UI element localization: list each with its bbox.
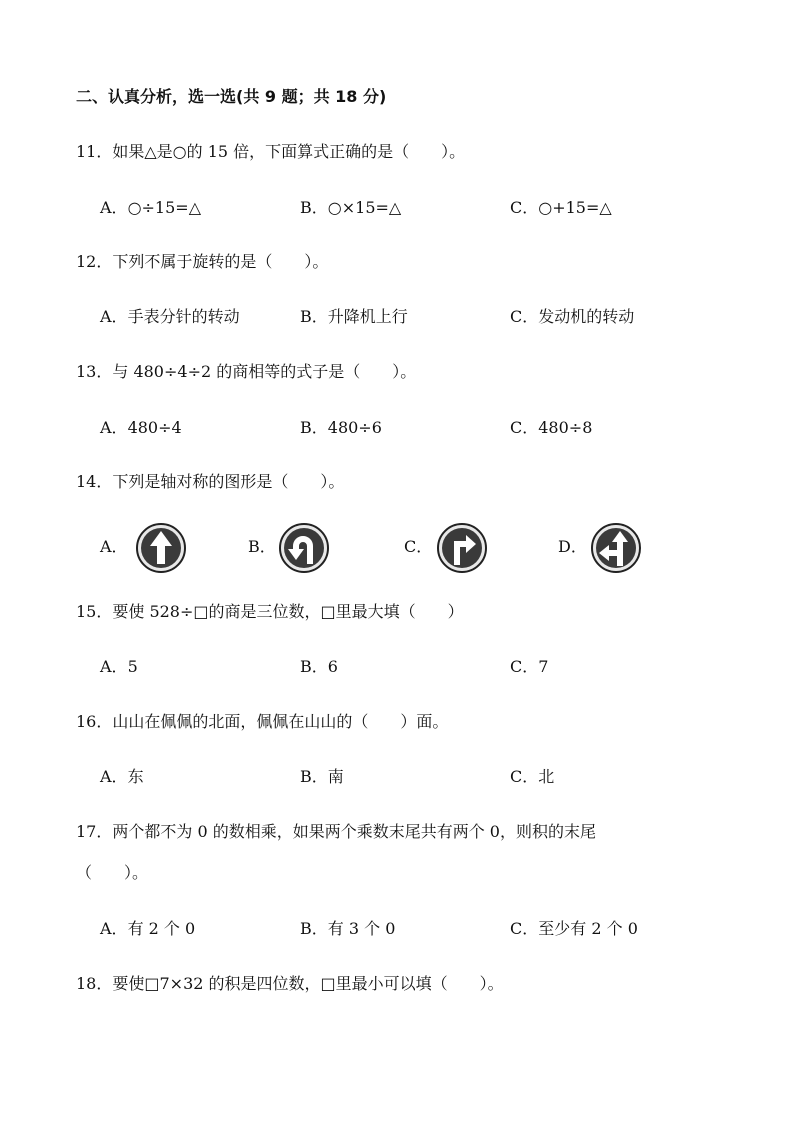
- q11-option-c[interactable]: [510, 197, 612, 219]
- option-label: A．: [100, 767, 128, 786]
- option-text: 480÷8: [538, 418, 593, 437]
- option-label: B．: [300, 919, 328, 938]
- q12-option-a[interactable]: [100, 306, 240, 328]
- option-label: A．: [100, 418, 128, 437]
- right-turn-sign-icon[interactable]: [436, 522, 488, 574]
- q17-option-b[interactable]: [300, 918, 395, 940]
- option-label: B．: [300, 657, 328, 676]
- q13-option-a[interactable]: [100, 417, 182, 439]
- up-arrow-sign-icon[interactable]: [135, 522, 187, 574]
- option-text: 至少有 2 个 0: [538, 919, 638, 938]
- option-label: A．: [100, 198, 128, 217]
- option-label: C．: [510, 767, 539, 786]
- option-label: B．: [300, 307, 328, 326]
- q14-option-d[interactable]: [558, 536, 587, 558]
- q17-option-a[interactable]: [100, 918, 195, 940]
- option-text: 6: [327, 657, 338, 676]
- option-text: ○+15=△: [538, 198, 612, 217]
- question-17-stem-continued: （ ）。: [76, 863, 149, 882]
- q13-option-c[interactable]: [510, 417, 592, 439]
- option-label: C．: [510, 418, 539, 437]
- option-text: 升降机上行: [327, 307, 408, 326]
- option-label: A．: [100, 657, 128, 676]
- question-15-stem: 15．要使 528÷□的商是三位数，□里最大填（ ）: [76, 602, 464, 621]
- left-and-straight-sign-icon[interactable]: [590, 522, 642, 574]
- q16-option-b[interactable]: [300, 766, 344, 788]
- q15-option-b[interactable]: [300, 656, 338, 678]
- question-12-stem: 12．下列不属于旋转的是（ ）。: [76, 252, 329, 271]
- question-17-stem: 17．两个都不为 0 的数相乘，如果两个乘数末尾共有两个 0，则积的末尾: [76, 822, 596, 841]
- option-label: D．: [558, 537, 587, 556]
- question-16-stem: 16．山山在佩佩的北面，佩佩在山山的（ ）面。: [76, 712, 449, 731]
- option-label: A．: [100, 537, 128, 556]
- u-turn-sign-icon[interactable]: [278, 522, 330, 574]
- q16-option-a[interactable]: [100, 766, 144, 788]
- option-label: B．: [300, 198, 328, 217]
- option-text: ○×15=△: [327, 198, 402, 217]
- q11-option-b[interactable]: [300, 197, 401, 219]
- option-label: C．: [404, 537, 433, 556]
- question-13-stem: 13．与 480÷4÷2 的商相等的式子是（ ）。: [76, 362, 417, 381]
- option-label: B．: [248, 537, 276, 556]
- option-label: B．: [300, 767, 328, 786]
- option-text: ○÷15=△: [127, 198, 201, 217]
- q12-option-b[interactable]: [300, 306, 408, 328]
- option-label: A．: [100, 919, 128, 938]
- option-text: 有 3 个 0: [327, 919, 396, 938]
- option-text: 北: [538, 767, 555, 786]
- q14-option-a[interactable]: [100, 536, 128, 558]
- section-title: 二、认真分析，选一选(共 9 题；共 18 分): [76, 87, 387, 106]
- option-label: A．: [100, 307, 128, 326]
- option-text: 南: [327, 767, 344, 786]
- option-text: 东: [127, 767, 144, 786]
- option-text: 7: [538, 657, 549, 676]
- question-14-stem: 14．下列是轴对称的图形是（ ）。: [76, 472, 345, 491]
- question-18-stem: 18．要使□7×32 的积是四位数，□里最小可以填（ ）。: [76, 974, 504, 993]
- q14-option-b[interactable]: [248, 536, 276, 558]
- question-11-stem: 11．如果△是○的 15 倍，下面算式正确的是（ ）。: [76, 142, 466, 161]
- option-text: 480÷6: [327, 418, 382, 437]
- option-label: C．: [510, 307, 539, 326]
- option-label: C．: [510, 198, 539, 217]
- q16-option-c[interactable]: [510, 766, 554, 788]
- option-label: C．: [510, 919, 539, 938]
- q12-option-c[interactable]: [510, 306, 634, 328]
- option-text: 手表分针的转动: [127, 307, 240, 326]
- q11-option-a[interactable]: [100, 197, 201, 219]
- option-label: B．: [300, 418, 328, 437]
- q13-option-b[interactable]: [300, 417, 382, 439]
- option-text: 5: [127, 657, 138, 676]
- option-text: 480÷4: [127, 418, 182, 437]
- option-text: 发动机的转动: [538, 307, 635, 326]
- q14-option-c[interactable]: [404, 536, 432, 558]
- q17-option-c[interactable]: [510, 918, 638, 940]
- q15-option-c[interactable]: [510, 656, 548, 678]
- option-label: C．: [510, 657, 539, 676]
- q15-option-a[interactable]: [100, 656, 138, 678]
- option-text: 有 2 个 0: [127, 919, 196, 938]
